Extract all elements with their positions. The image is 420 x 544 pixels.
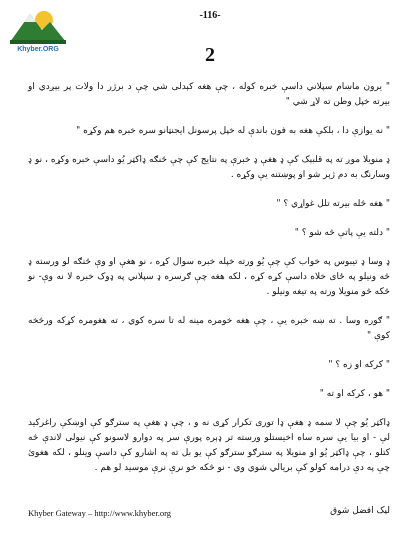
paragraph: " کرکه او زه ؟ " (328, 360, 390, 370)
footer-author: ليک افضل شوق (330, 506, 390, 516)
paragraph: ډ منويلا موږ ته په قلبېک کې ډ هغې ډ خبرې په نتايج کې چې څنګه ډاکټر يُو داسې خبره وکړه ، نو ډ وسارنګ به دم ژېر شو او پوښتنه يې وکړه . (28, 155, 390, 180)
paragraph: ډاکټر يُو چې لا سمه ډ هغې ډا توری تکرار کړی نه و ، چې ډ هغې په سترګو کې اوښکې راغرکيد لې - او بيا يې سره ساه اخيستلو ورسته تر ډېره پورې سر په دوارو لاسونو کې نيولی لاندې څه کتلو ، چې ډاکټر يُو او منويلا په سترګو سترګو کې يو بل ته په اشارو کې داسې وينلو ، لکه هغوئ چې په دې درامه کولو کې بريالي شوي وي - نو څکه خو نرې نرې موسيد لو هم . (28, 418, 390, 473)
chapter-number: 2 (205, 44, 215, 66)
paragraph: " دلته يې پاتې څه شو ؟ " (294, 228, 390, 238)
footer-source: Khyber Gateway – http://www.khyber.org (28, 508, 172, 518)
paragraph: " يرون ماښام سپلاني داسې خبره کوله ، چې هغه کېدلی شي چې د برژر دا ولات پر بېږدي او بيرته خپل وطن ته لاړ شي " (28, 82, 390, 107)
paragraph: " نه يوازې دا ، بلکې هغه به فون باندې له خپل پرسونل ايجنټانو سره خبره هم وکړه " (76, 126, 390, 136)
page-footer (28, 506, 390, 520)
paragraph: " هو ، کرکه او ته " (319, 389, 390, 399)
body-text (28, 80, 390, 490)
logo-caption: Khyber.ORG (17, 46, 59, 53)
page-number: -116- (199, 10, 221, 21)
paragraph: " هغه څله بيرته تلل غواړي ؟ " (276, 199, 390, 209)
paragraph: " ګوره وسا . ته ښه خبره يې ، چې هغه خومره مينه له تا سره کوي ، ته هغومره کړکه ورڅخه کوې " (28, 316, 390, 341)
paragraph: ډ وسا ډ تيبوس په خواب کې چې يُو ورته خپله خبره سوال کړه ، نو هغې او وې څنګه لو ورسته ډ څه ونيلو په ځای خلاه داسې کړه کړه ، لکه هغه چې ګرسره ډ سپلاني په ډوک خبره لا نه وې- نو څکه څو منويلا ورته په تيغه ونيلو . (28, 257, 390, 297)
